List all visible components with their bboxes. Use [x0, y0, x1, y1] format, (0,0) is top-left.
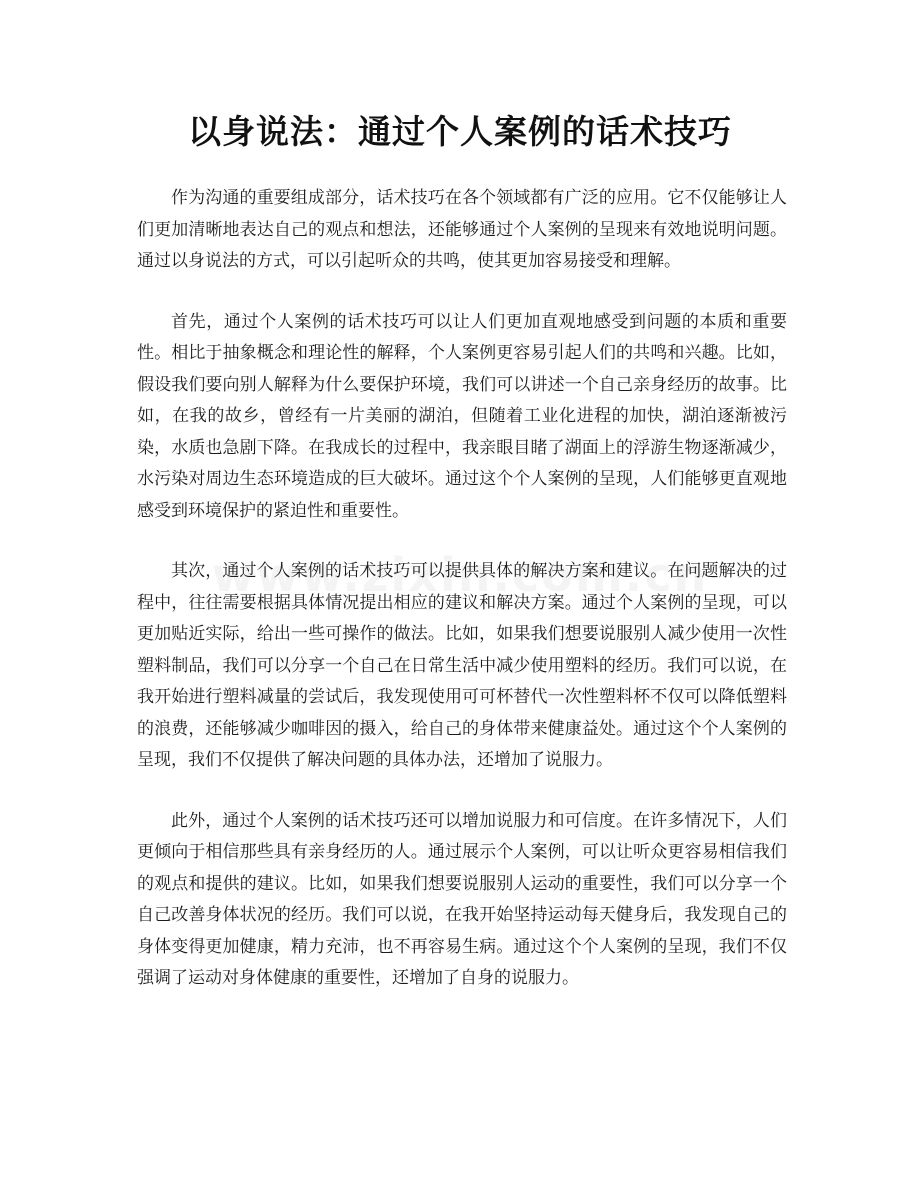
document-body	[137, 183, 787, 1024]
paragraph-3: 其次，通过个人案例的话术技巧可以提供具体的解决方案和建议。在问题解决的过程中，往往需要根据具体情况提出相应的建议和解决方案。通过个人案例的呈现，可以更加贴近实际，给出一些可操作的做法。比如，如果我们想要说服别人减少使用一次性塑料制品，我们可以分享一个自己在日常生活中减少使用塑料的经历。我们可以说，在我开始进行塑料减量的尝试后，我发现使用可可杯替代一次性塑料杯不仅可以降低塑料的浪费，还能够减少咖啡因的摄入，给自己的身体带来健康益处。通过这个个人案例的呈现，我们不仅提供了解决问题的具体办法，还增加了说服力。	[137, 561, 787, 770]
document-title: 以身说法：通过个人案例的话术技巧	[188, 112, 732, 151]
paragraph-2: 首先，通过个人案例的话术技巧可以让人们更加直观地感受到问题的本质和重要性。相比于抽象概念和理论性的解释，个人案例更容易引起人们的共鸣和兴趣。比如，假设我们要向别人解释为什么要保护环境，我们可以讲述一个自己亲身经历的故事。比如，在我的故乡，曾经有一片美丽的湖泊，但随着工业化进程的加快，湖泊逐渐被污染，水质也急剧下降。在我成长的过程中，我亲眼目睹了湖面上的浮游生物逐渐减少，水污染对周边生态环境造成的巨大破坏。通过这个个人案例的呈现，人们能够更直观地感受到环境保护的紧迫性和重要性。	[137, 311, 787, 521]
paragraph-4: 此外，通过个人案例的话术技巧还可以增加说服力和可信度。在许多情况下，人们更倾向于相信那些具有亲身经历的人。通过展示个人案例，可以让听众更容易相信我们的观点和提供的建议。比如，如果我们想要说服别人运动的重要性，我们可以分享一个自己改善身体状况的经历。我们可以说，在我开始坚持运动每天健身后，我发现自己的身体变得更加健康，精力充沛，也不再容易生病。通过这个个人案例的呈现，我们不仅强调了运动对身体健康的重要性，还增加了自身的说服力。	[137, 810, 787, 988]
paragraph-1: 作为沟通的重要组成部分，话术技巧在各个领域都有广泛的应用。它不仅能够让人们更加清晰地表达自己的观点和想法，还能够通过个人案例的呈现来有效地说明问题。通过以身说法的方式，可以引起听众的共鸣，使其更加容易接受和理解。	[137, 188, 787, 271]
